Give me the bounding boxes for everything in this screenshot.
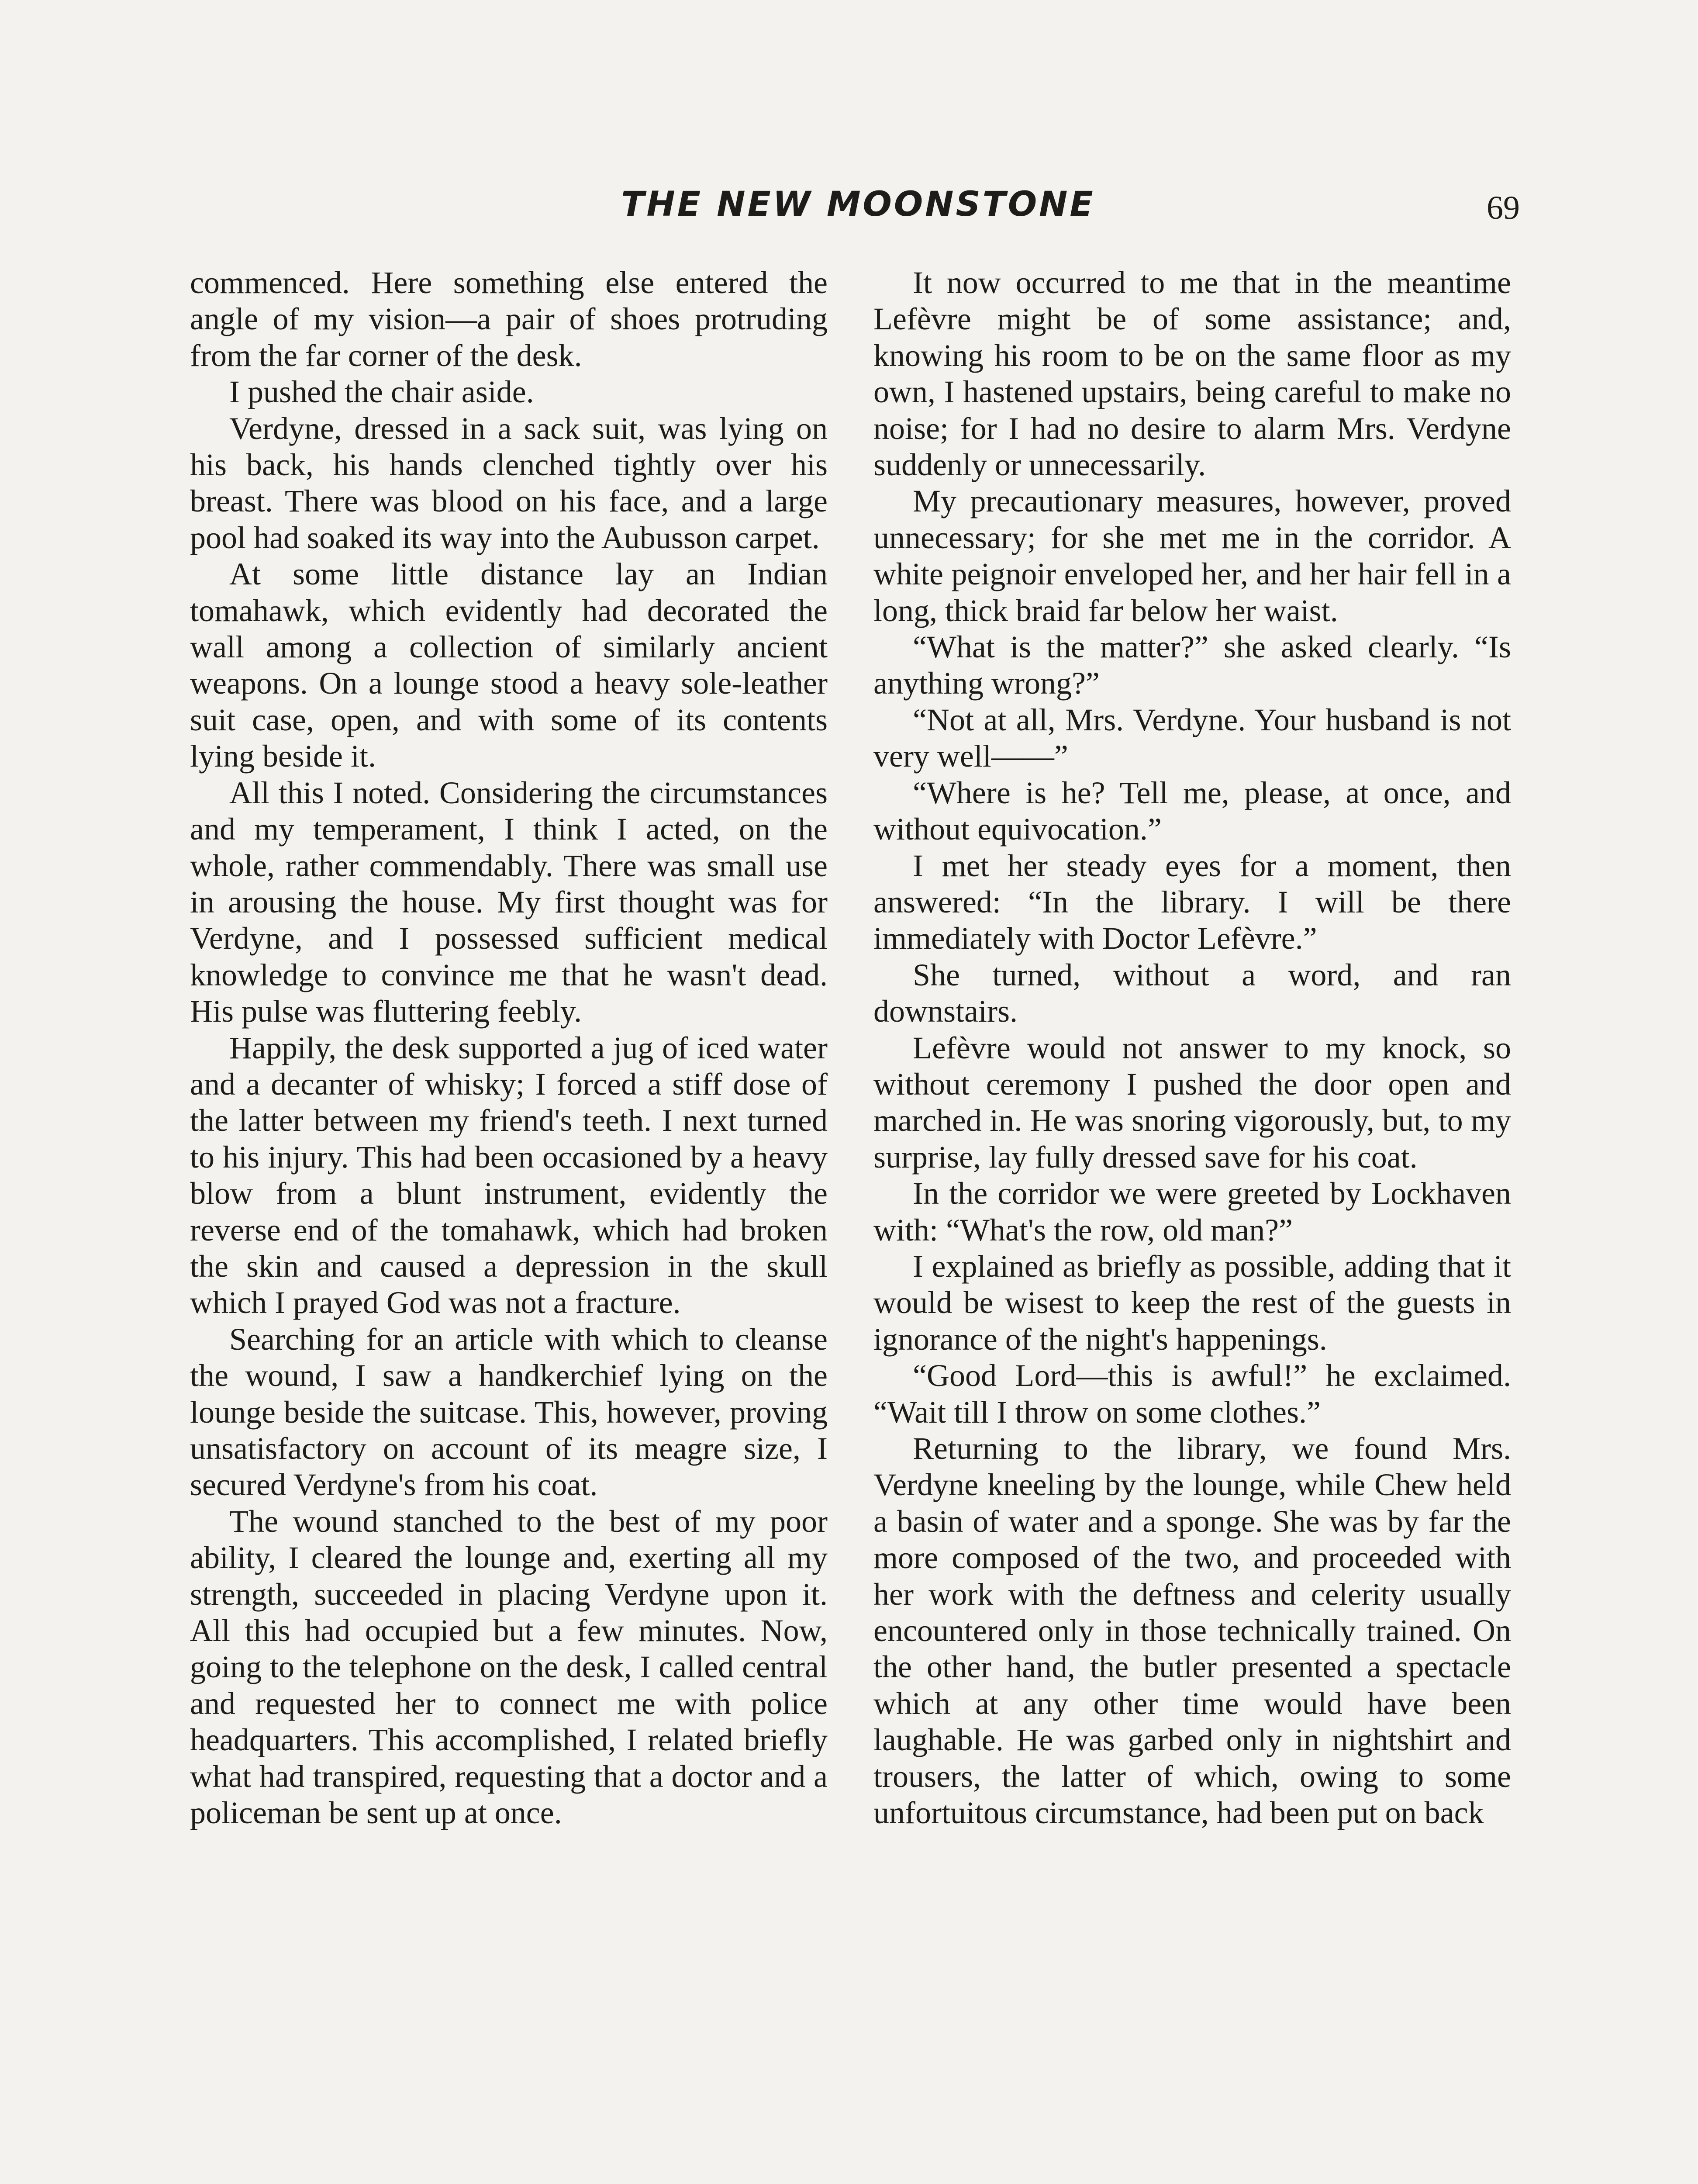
page-number: 69: [1487, 190, 1520, 226]
paragraph: She turned, without a word, and ran downstairs.: [873, 957, 1511, 1029]
paragraph: Happily, the desk supported a jug of iced water and a decanter of whisky; I forced a stiff dose of the latter between my friend's teeth. I next turned to his injury. This had been occasioned by a heavy blow from a blunt instrument, evidently the reverse end of the tomahawk, which had broken the skin and caused a depression in the skull which I prayed God was not a fracture.: [190, 1030, 828, 1320]
paragraph: I met her steady eyes for a moment, then answered: “In the library. I will be there immediately with Doctor Lefèvre.”: [873, 848, 1511, 956]
paragraph: Verdyne, dressed in a sack suit, was lying on his back, his hands clenched tightly over his breast. There was blood on his face, and a large pool had soaked its way into the Aubusson carpet.: [190, 411, 828, 555]
paragraph: “Where is he? Tell me, please, at once, and without equivocation.”: [873, 775, 1511, 847]
paragraph: It now occurred to me that in the meantime Lefèvre might be of some assistance; and, knowing his room to be on the same floor as my own, I hastened upstairs, being careful to make no noise; for I had no desire to alarm Mrs. Verdyne suddenly or unnecessarily.: [873, 265, 1511, 483]
paragraph: In the corridor we were greeted by Lockhaven with: “What's the row, old man?”: [873, 1176, 1511, 1248]
paragraph: commenced. Here something else entered the angle of my vision—a pair of shoes protruding from the far corner of the desk.: [190, 265, 828, 373]
paragraph: Searching for an article with which to cleanse the wound, I saw a handkerchief lying on the lounge beside the suitcase. This, however, proving unsatisfactory on account of its meagre size, I secured Verdyne's from his coat.: [190, 1321, 828, 1503]
paragraph: At some little distance lay an Indian tomahawk, which evidently had decorated the wall among a collection of similarly ancient weapons. On a lounge stood a heavy sole-leather suit case, open, and with some of its contents lying beside it.: [190, 556, 828, 774]
paragraph: “Not at all, Mrs. Verdyne. Your husband is not very well——”: [873, 702, 1511, 774]
paragraph: The wound stanched to the best of my poor ability, I cleared the lounge and, exerting all my strength, succeeded in placing Verdyne upon it. All this had occupied but a few minutes. Now, going to the telephone on the desk, I called central and requested her to connect me with police headquarters. This accomplished, I related briefly what had transpired, requesting that a doctor and a policeman be sent up at once.: [190, 1503, 828, 1831]
paragraph: All this I noted. Considering the circumstances and my temperament, I think I acted, on the whole, rather commendably. There was small use in arousing the house. My first thought was for Verdyne, and I possessed sufficient medical knowledge to convince me that he wasn't dead. His pulse was fluttering feebly.: [190, 775, 828, 1029]
running-title: THE NEW MOONSTONE: [621, 185, 1095, 224]
paragraph: Returning to the library, we found Mrs. Verdyne kneeling by the lounge, while Chew held a basin of water and a sponge. She was by far the more composed of the two, and proceeded with her work with the deftness and celerity usually encountered only in those technically trained. On the other hand, the butler presented a spectacle which at any other time would have been laughable. He was garbed only in nightshirt and trousers, the latter of which, owing to some unfortuitous circumstance, had been put on back: [873, 1431, 1511, 1831]
paragraph: I explained as briefly as possible, adding that it would be wisest to keep the rest of the guests in ignorance of the night's happenings.: [873, 1248, 1511, 1357]
paragraph: Lefèvre would not answer to my knock, so without ceremony I pushed the door open and marched in. He was snoring vigorously, but, to my surprise, lay fully dressed save for his coat.: [873, 1030, 1511, 1175]
right-column: [873, 265, 1511, 1831]
paragraph: I pushed the chair aside.: [229, 374, 534, 410]
paragraph: “Good Lord—this is awful!” he exclaimed. “Wait till I throw on some clothes.”: [873, 1358, 1511, 1430]
paragraph: My precautionary measures, however, proved unnecessary; for she met me in the corridor. A white peignoir enveloped her, and her hair fell in a long, thick braid far below her waist.: [873, 484, 1511, 628]
running-head: [0, 183, 1698, 235]
paragraph: “What is the matter?” she asked clearly. “Is anything wrong?”: [873, 629, 1511, 701]
left-column: [190, 265, 828, 1831]
